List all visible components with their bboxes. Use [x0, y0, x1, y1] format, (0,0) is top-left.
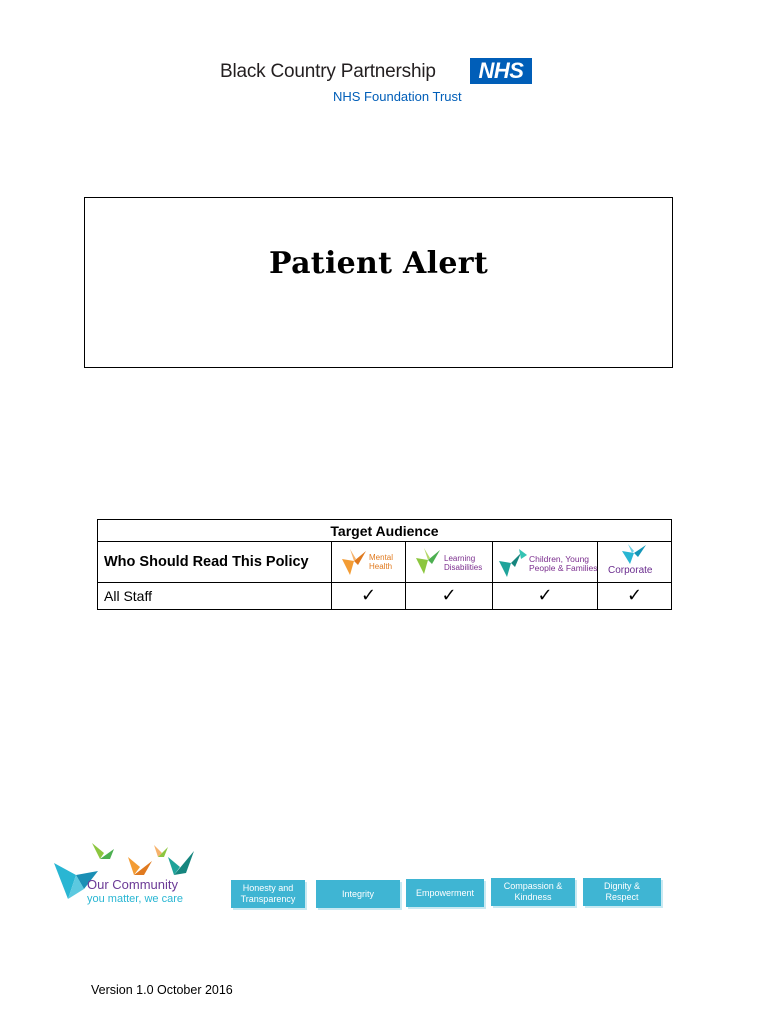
check-icon: ✓ [441, 585, 457, 606]
org-name: Black Country Partnership [220, 61, 436, 82]
value-label: Transparency [240, 894, 296, 904]
who-should-read-label: Who Should Read This Policy [98, 542, 332, 583]
values-banner-row [231, 878, 671, 910]
value-banner [583, 878, 661, 906]
value-banner [316, 880, 400, 908]
value-label: Empowerment [415, 887, 475, 898]
value-label: Respect [605, 892, 639, 902]
value-label: Kindness [514, 892, 552, 902]
target-audience-table [97, 519, 672, 610]
birds-icon [54, 841, 204, 901]
community-title: Our Community [87, 877, 179, 892]
title-box [84, 197, 673, 368]
service-label: Disabilities [444, 563, 483, 572]
check-icon: ✓ [360, 585, 377, 606]
service-learning-disabilities [406, 542, 493, 583]
nhs-badge: NHS [470, 58, 532, 84]
green-bird-icon [414, 546, 444, 576]
blue-bird-icon [620, 543, 648, 565]
all-staff-label: All Staff [98, 583, 332, 610]
value-label: Dignity & [603, 881, 640, 891]
service-label: Learning [444, 554, 476, 563]
check-cell [332, 583, 406, 610]
check-cell [406, 583, 493, 610]
check-icon: ✓ [537, 585, 553, 606]
version-label: Version 1.0 October 2016 [91, 983, 233, 997]
value-banner [491, 878, 575, 906]
service-corporate [598, 542, 672, 583]
value-label: Honesty and [242, 883, 294, 893]
service-label: People & Families [529, 563, 598, 573]
target-audience-heading: Target Audience [98, 520, 672, 542]
our-community-logo [54, 841, 204, 911]
value-banner [231, 880, 305, 908]
check-cell [493, 583, 598, 610]
service-children-young-people [493, 542, 598, 583]
value-label: Integrity [341, 888, 374, 899]
community-tagline: you matter, we care [87, 893, 183, 905]
service-label: Children, Young [529, 554, 590, 564]
value-banner [406, 879, 484, 907]
service-label: Mental [369, 553, 394, 562]
table-heading-row [98, 520, 672, 542]
teal-bird-icon [497, 547, 531, 579]
table-row [98, 542, 672, 583]
table-row [98, 583, 672, 610]
value-label: Compassion & [503, 881, 563, 891]
document-title: Patient Alert [269, 246, 488, 281]
check-cell [598, 583, 672, 610]
service-mental-health [332, 542, 406, 583]
service-label: Health [369, 562, 393, 571]
service-label: Corporate [608, 565, 653, 576]
trust-logo [220, 56, 535, 106]
trust-name: NHS Foundation Trust [333, 89, 462, 104]
orange-bird-icon [340, 547, 370, 577]
check-icon: ✓ [626, 585, 643, 606]
